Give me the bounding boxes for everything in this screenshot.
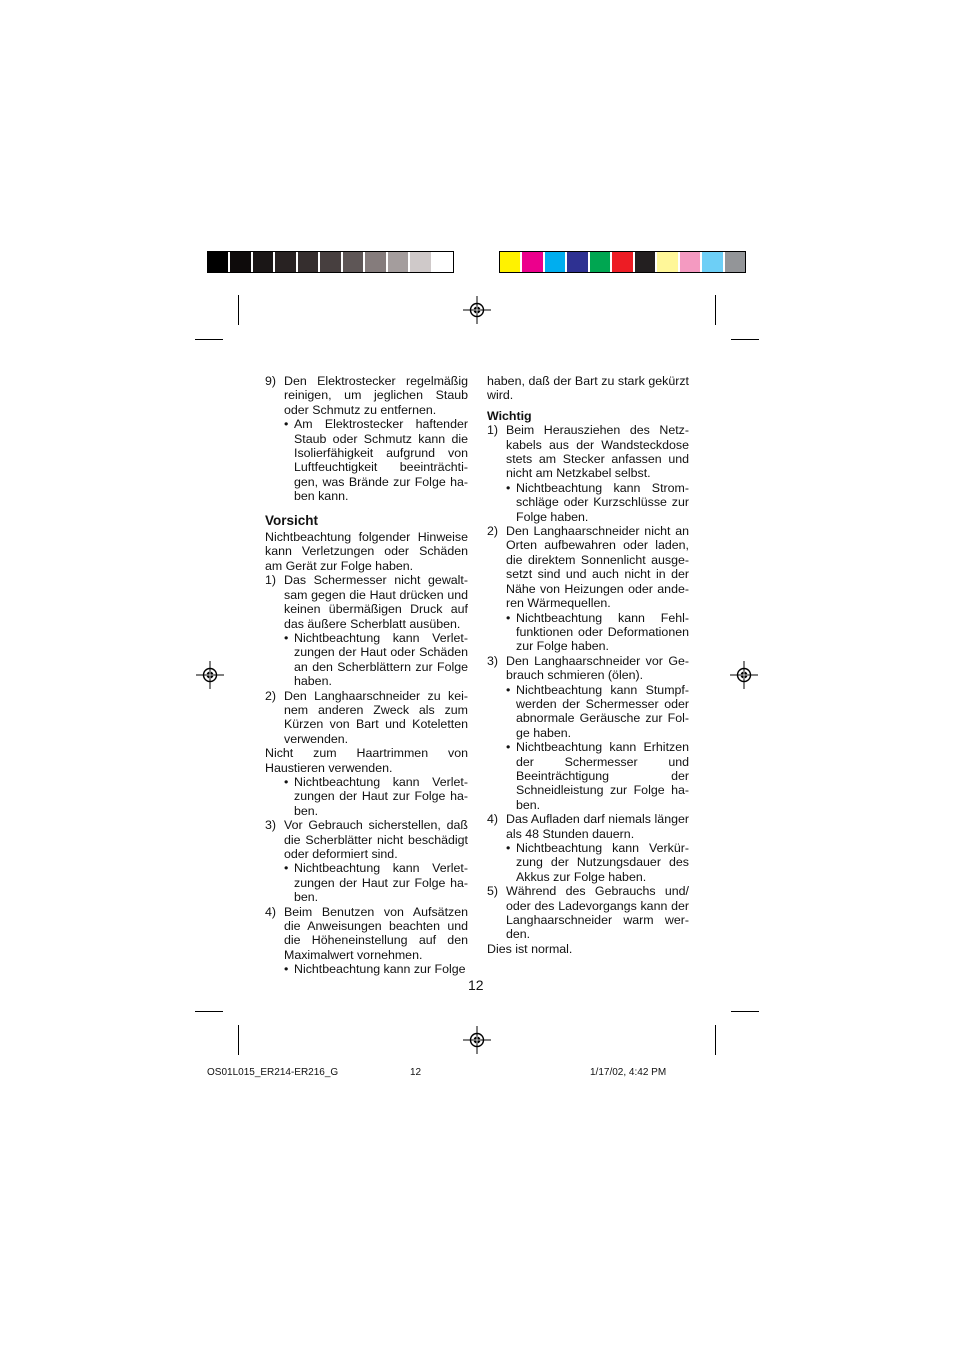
item-text: Das Aufladen darf niemals länger als 48 Stunden dauern.: [506, 812, 689, 841]
list-item: [487, 812, 689, 841]
bullet-item: [506, 611, 689, 654]
item-number: 5): [487, 884, 499, 899]
color-swatch: [612, 252, 634, 272]
crop-mark: [715, 1025, 716, 1055]
bullet-text: Nichtbeachtung kann Verletzungen der Haut zur Folge haben.: [294, 861, 468, 905]
item-text: Während des Gebrauchs und/ oder des Ladevorgangs kann der Langhaarschneider warm werden.: [506, 884, 689, 942]
item-text: Den Langhaarschneider zu keinem anderen Zweck als zum Kürzen von Bart und Koteletten verwenden.: [284, 688, 468, 746]
color-swatch: [522, 252, 544, 272]
bullet-text: Nichtbeachtung kann zur Folge: [294, 962, 466, 977]
color-calibration-bar: [499, 251, 746, 273]
bullet-text: Nichtbeachtung kann Stromschläge oder Kurzschlüsse zur Folge haben.: [516, 480, 689, 524]
color-swatch: [725, 252, 745, 272]
registration-mark-icon: [730, 661, 758, 689]
section-intro: Nichtbeachtung folgender Hinweise kann Verletzungen oder Schäden am Gerät zur Folge haben.: [265, 530, 468, 573]
bullet-icon: •: [284, 861, 289, 876]
crop-mark: [731, 1011, 759, 1012]
color-swatch: [567, 252, 589, 272]
item-number: 4): [487, 812, 499, 827]
item-text: Vor Gebrauch sicherstellen, daß die Scherblätter nicht beschädigt oder deformiert sind.: [284, 818, 468, 861]
bullet-icon: •: [506, 610, 511, 625]
list-item: [265, 374, 468, 417]
gray-swatch: [388, 252, 410, 272]
gray-swatch: [410, 252, 432, 272]
item-text: Den Langhaarschneider nicht an Orten aufbewahren oder laden, die direktem Sonnenlicht ausgesetzt sind und auch nicht in der Nähe von Heizungen oder anderen Wärmequellen.: [506, 524, 689, 611]
bullet-item: [284, 861, 468, 904]
bullet-icon: •: [506, 682, 511, 697]
item-number: 2): [265, 688, 277, 703]
item-text: Den Elektrostecker regelmäßig reinigen, um jeglichen Staub oder Schmutz zu entfernen.: [284, 374, 468, 417]
crop-mark: [195, 1011, 223, 1012]
registration-mark-icon: [463, 1026, 491, 1054]
bullet-text: Nichtbeachtung kann Erhitzen der Schermesser und Beeinträchtigung der Schneidleistung zur Folge haben.: [516, 740, 689, 812]
registration-mark-icon: [463, 296, 491, 324]
crop-mark: [715, 295, 716, 325]
color-swatch: [657, 252, 679, 272]
bullet-item: [284, 631, 468, 689]
list-item: [487, 884, 689, 942]
bullet-icon: •: [284, 962, 289, 977]
bullet-icon: •: [284, 774, 289, 789]
gray-swatch: [343, 252, 365, 272]
item-extra-text: Dies ist normal.: [487, 941, 573, 956]
list-item: [487, 524, 689, 610]
bullet-text: Nichtbeachtung kann Verletzungen der Haut zur Folge haben.: [294, 774, 468, 818]
item-text: Beim Benutzen von Aufsätzen die Anweisungen beachten und die Höheneinstellung auf den Maximalwert vornehmen.: [284, 904, 468, 962]
footer-date: 1/17/02, 4:42 PM: [590, 1067, 667, 1078]
bullet-text: Am Elektrostecker haftender Staub oder Schmutz kann die Isolierfähigkeit aufgrund von Luftfeuchtigkeit beeinträchtigen, was Brände zur Folge haben kann.: [294, 417, 468, 504]
list-item: [265, 905, 468, 963]
bullet-item: [506, 841, 689, 884]
bullet-item: [506, 481, 689, 524]
item-number: 3): [265, 818, 277, 833]
list-item: [487, 423, 689, 481]
color-swatch: [545, 252, 567, 272]
item-extra-text: Nicht zum Haartrimmen von Haustieren verwenden.: [265, 746, 468, 775]
color-swatch: [680, 252, 702, 272]
item-text: Den Langhaarschneider vor Gebrauch schmieren (ölen).: [506, 653, 689, 683]
list-item: [265, 573, 468, 631]
item-number: 3): [487, 653, 499, 668]
bullet-item: [284, 962, 468, 976]
bullet-icon: •: [506, 841, 511, 855]
gray-swatch: [365, 252, 387, 272]
gray-swatch: [433, 252, 453, 272]
color-swatch: [590, 252, 612, 272]
section-heading-vorsicht: Vorsicht: [265, 512, 319, 528]
bullet-text: Nichtbeachtung kann Stumpfwerden der Schermesser oder abnormale Geräusche zur Folge haben.: [516, 682, 689, 740]
crop-mark: [195, 339, 223, 340]
gray-swatch: [230, 252, 252, 272]
bullet-item: [506, 683, 689, 741]
item-number: 1): [487, 423, 499, 438]
left-column: [265, 374, 468, 977]
bullet-icon: •: [284, 417, 289, 432]
gray-swatch: [275, 252, 297, 272]
color-swatch: [702, 252, 724, 272]
bullet-icon: •: [284, 630, 289, 645]
gray-swatch: [208, 252, 230, 272]
gray-swatch: [320, 252, 342, 272]
list-item: [487, 654, 689, 683]
item-number: 1): [265, 573, 277, 588]
bullet-icon: •: [506, 480, 511, 495]
footer-filename: OS01L015_ER214-ER216_G: [207, 1067, 339, 1078]
color-swatch: [635, 252, 657, 272]
bullet-item: [506, 740, 689, 812]
grayscale-calibration-bar: [207, 251, 454, 273]
crop-mark: [238, 1025, 239, 1055]
item-number: 4): [265, 904, 277, 919]
page-number: 12: [468, 977, 484, 993]
bullet-item: [284, 417, 468, 503]
bullet-text: Nichtbeachtung kann Fehlfunktionen oder Deformationen zur Folge haben.: [516, 610, 689, 654]
list-item: [265, 818, 468, 861]
bullet-item: [284, 775, 468, 818]
list-item: [265, 689, 468, 747]
crop-mark: [731, 339, 759, 340]
bullet-text: Nichtbeachtung kann Verkürzung der Nutzungsdauer des Akkus zur Folge haben.: [516, 841, 689, 884]
item-text: Beim Herausziehen des Netzkabels aus der Wandsteckdose stets am Stecker anfassen und nicht am Netzkabel selbst.: [506, 423, 689, 481]
gray-swatch: [253, 252, 275, 272]
bullet-text: Nichtbeachtung kann Verletzungen der Haut oder Schäden an den Scherblättern zur Folge haben.: [294, 630, 468, 689]
gray-swatch: [298, 252, 320, 272]
color-swatch: [500, 252, 522, 272]
crop-mark: [238, 295, 239, 325]
bullet-icon: •: [506, 740, 511, 755]
item-text: Das Schermesser nicht gewaltsam gegen die Haut drücken und keinen übermäßigen Druck auf das äußere Scherblatt ausüben.: [284, 573, 468, 631]
continuation-text: haben, daß der Bart zu stark gekürzt wird.: [487, 374, 689, 403]
right-column: [487, 374, 689, 956]
section-heading-wichtig: Wichtig: [487, 408, 532, 423]
item-number: 2): [487, 524, 499, 539]
item-number: 9): [265, 374, 277, 388]
registration-mark-icon: [196, 661, 224, 689]
footer-page: 12: [410, 1067, 422, 1078]
